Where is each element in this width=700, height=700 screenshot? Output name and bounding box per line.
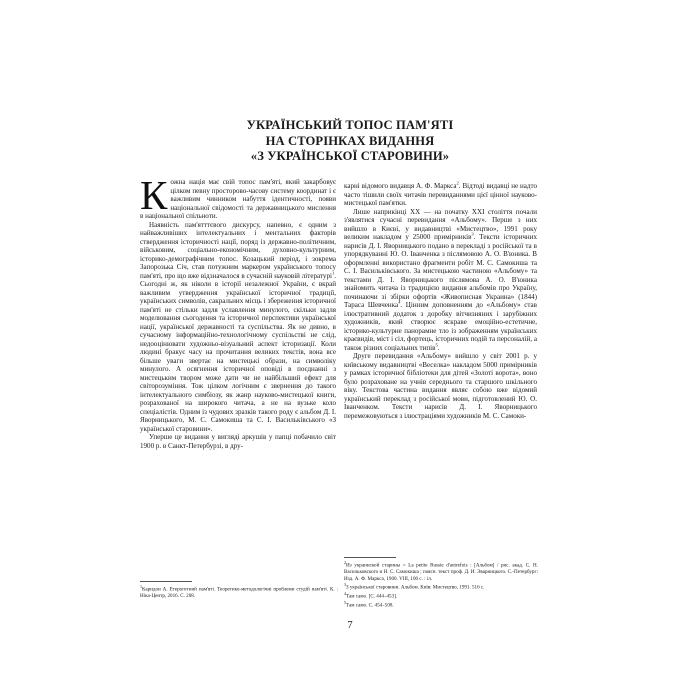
- title-line-1: УКРАЇНСЬКИЙ ТОПОС ПАМ'ЯТІ: [246, 118, 454, 132]
- footnote-5: [344, 600, 538, 609]
- footnote-4: [344, 591, 538, 600]
- paragraph-5-text: Лише наприкінці XX — на початку XXI століття почали з'являтися сучасні перевидання «Альбому». Перше з них вийшло в Києві, у видавництві «Мистецтво», 1991 року великим накладом у 25000 примірників: [344, 207, 537, 241]
- footnote-1: [140, 584, 338, 600]
- footnote-ref-4: 4: [398, 299, 401, 305]
- left-column: [140, 172, 336, 450]
- paragraph-2-text-cont: . Сьогодні ж, як ніколи в історії незалежної України, є вкрай важливим утвердження української історичної традиції, українських символів, сакральних місць і збереження історичної пам'яті не стільки задля уславлення минулого, скільки задля моделювання сьогодення та історичної перспективи української нації, української державності та суспільства. Як не дивно, в сучасному інформаційно-технологічному суспільстві не слід, недооцінювати художньо-візуальний аспект історизації. Коли людині бракує часу на прочитання великих текстів, вона все більше уваги звертає на мистецькі образи, на символіку минулого. А осягнення історичної оповіді в поєднанні з мистецьким твором може дати чи не найбільший ефект для світорозуміння. Тож цілком логічним є звернення до такого інтелектуального симбіозу, як жанр науково-мистецької книги, розрахованої на широкого читача, а не на вузьке коло спеціалістів. Одним із чудових зразків такого роду є альбом Д. І. Яворницького, М. С. Самокиша та С. І. Васильківського «З української старовини».: [140, 271, 336, 433]
- footnote-text: Из украинской старины = La petite Russie d'autrefois : [Альбом] / рис. акад. С. Н. Васильковского и Н. С. Самокиша ; поясн. текст проф. Д. И. Эварницкого. С.-Петербург: Изд. А. Ф. Маркса, 1900. VIII, 100 с. : іл.: [344, 562, 538, 582]
- footnote-2: [344, 560, 538, 582]
- footnote-text: Там само. [С. 444–453].: [346, 593, 398, 600]
- title-line-2: НА СТОРІНКАХ ВИДАННЯ: [265, 133, 435, 148]
- footnote-number: 1: [140, 584, 142, 589]
- paragraph-1: [140, 172, 336, 221]
- drop-cap: К: [140, 172, 168, 218]
- paragraph-5-text-cont2: . Цінним доповненням до «Альбому» став ілюстративний додаток з доробку вітчизняних і зарубіжних художників, який створює яскраве емоційно-естетичне, історико-культурне панорамне тло із зображенням українських краєвидів, міст і сіл, фортець, історичних подій та персоналій, а також різних соціальних типів: [344, 301, 537, 352]
- footnote-text: Там само. С. 454–508.: [346, 602, 394, 609]
- paragraph-5: [344, 208, 537, 353]
- footnote-3: [344, 582, 538, 591]
- footnote-ref-1: 1: [331, 270, 335, 276]
- paragraph-4: [344, 182, 537, 208]
- footnote-text: Каридон А. Етерогетний пам'яті. Теоретико-методологічні проблеми студій пам'яті. К. : Ніка-Центр, 2016. С. 208.: [140, 586, 338, 600]
- footnote-ref-2: 2: [456, 180, 459, 186]
- title-line-3: «З УКРАЇНСЬКОЇ СТАРОВИНИ»: [250, 149, 450, 163]
- footnote-number: 5: [344, 600, 346, 606]
- right-column: [344, 182, 537, 420]
- paragraph-2: [140, 221, 336, 434]
- paragraph-6: Друге перевидання «Альбому» вийшло у світ 2001 р. у київському видавництві «Веселка» накладом 5000 примірників у рамках історичної бібліотеки для дітей «Золоті ворота», воно було розраховане на учнів середнього та старшого шкільного віку. Текстова частина видання являє собою вже відомий український переклад з російської мови, підготовлений Ю. О. Іванченком. Тексти нарисів Д. І. Яворницького перемежовуються з ілюстраціями художників М. С. Самоки-: [344, 352, 537, 420]
- paragraph-4-text: карні відомого видавця А. Ф. Маркса: [344, 182, 457, 190]
- paragraph-1-text: ожна нація має свій топос пам'яті, який закарбовує цілком певну просторово-часову систему координат і є важливим чинником набуття ідентичності, появи національної свідомості та державницького мислення в національної спільноти.: [140, 178, 336, 220]
- footnote-rule: [344, 557, 396, 558]
- footnote-number: 2: [344, 560, 346, 565]
- page-number: 7: [347, 620, 353, 631]
- paragraph-4-text-cont: . Відтоді видавці не надто часто тішили своїх читачів перевиданнями цієї цінної науково-мистецької пам'ятки.: [344, 182, 537, 207]
- footnote-ref-3: 3: [471, 231, 474, 237]
- paragraph-5-text-cont: . Тексти історичних нарисів Д. І. Яворницького подано в перекладі з російської та в упорядкуванні Ю. О. Іванченка з післямовою А. О. В'юника. В оформленні використано фрагменти робіт М. С. Самокиша та С. І. Васильківського. За мистецькою частиною «Альбому» та текстами Д. І. Яворницького післямова А. О. В'юника знайомить читача із традицією видання альбомів про Україну, починаючи зі збірки офортів «Живописная Украина» (1844) Тараса Шевченка: [344, 233, 537, 309]
- footnotes-right: [344, 557, 538, 609]
- paragraph-5-text-end: .: [437, 343, 440, 352]
- footnote-number: 3: [344, 581, 346, 587]
- footnotes-left: [140, 581, 338, 600]
- footnote-text: З української старовини. Альбом. Київ: Мистецтво, 1991. 516 с.: [346, 584, 485, 591]
- paragraph-3: Уперше це видання у вигляді аркушів у папці побачило світ 1900 р. в Санкт-Петербурзі, в дру-: [140, 433, 336, 450]
- footnote-ref-5: 5: [435, 342, 438, 348]
- footnote-rule: [140, 581, 192, 582]
- footnote-number: 4: [344, 591, 346, 596]
- paragraph-2-text: Наявність пам'ятттєвого дискурсу, напевно, є одним з найважливіших інтелектуальних і ментальних факторів ствердження історичності нації, поряд із державно-політичним, військовим, соціально-економічним, духовно-культурним, історико-демографічним топос. Козацький період, і зокрема Запорозька Січ, став потужним маркером українського топосу пам'яті, про що вже відзначалося в сучасній науковій літературі: [140, 220, 336, 280]
- article-title: [140, 118, 560, 165]
